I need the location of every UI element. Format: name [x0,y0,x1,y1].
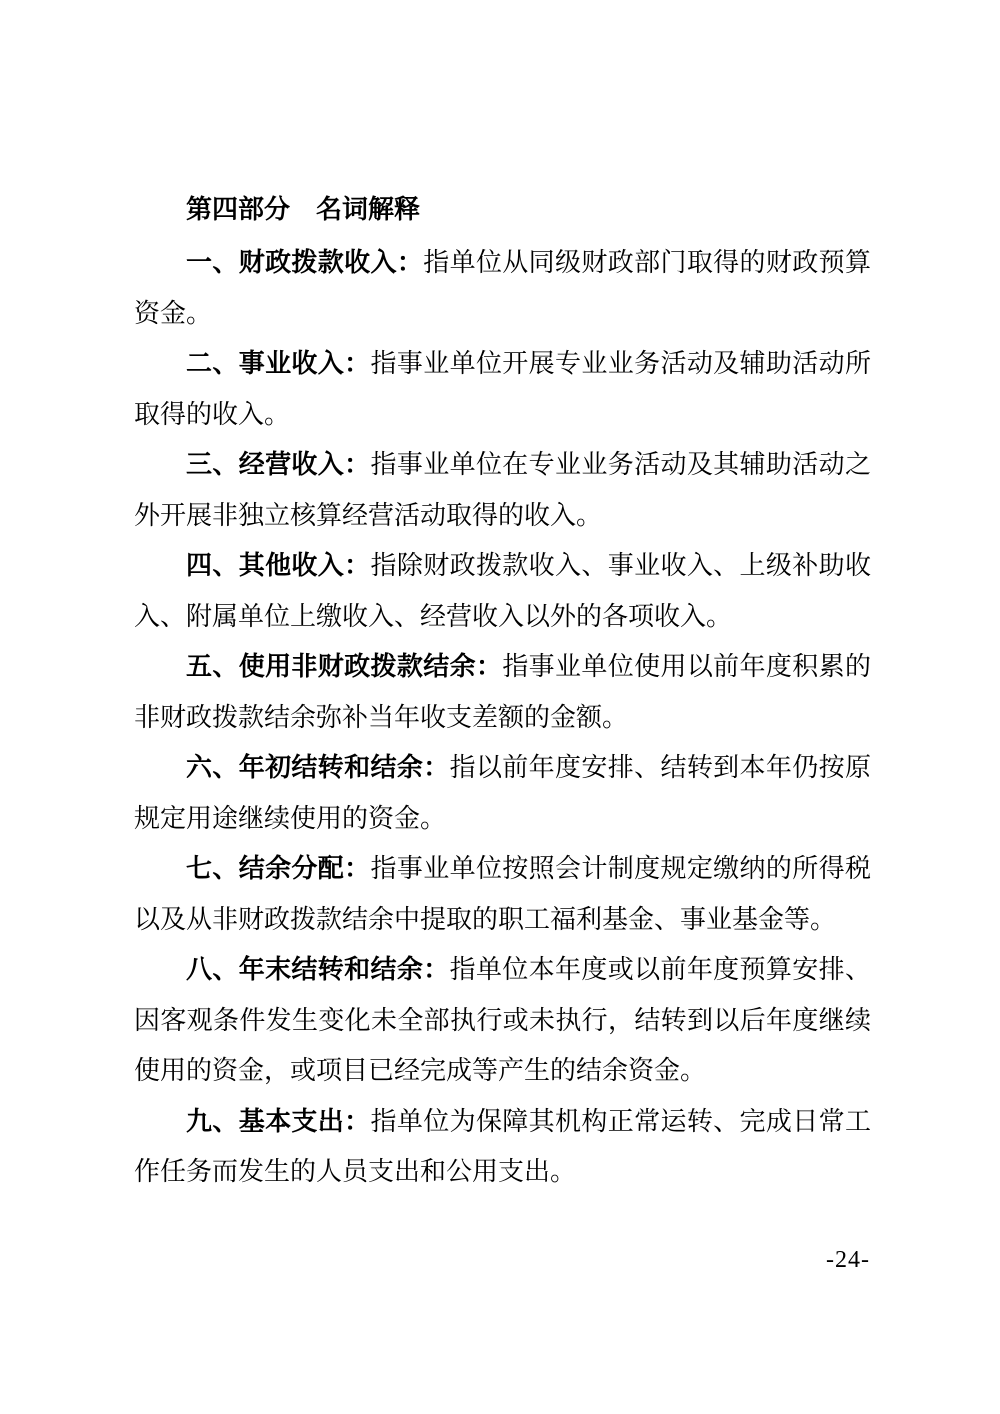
term-definition: 指单位为保障其机构正常运转、完成日常工作任务而发生的人员支出和公用支出。 [134,1106,871,1187]
term-label: 八、年末结转和结余： [186,955,450,985]
term-label: 四、其他收入： [186,551,371,581]
term-label: 七、结余分配： [186,854,371,884]
definition-paragraph [134,945,871,1097]
term-definition: 指单位从同级财政部门取得的财政预算资金。 [134,248,871,329]
term-definition: 指事业单位使用以前年度积累的非财政拨款结余弥补当年收支差额的金额。 [134,652,871,733]
term-definition: 指除财政拨款收入、事业收入、上级补助收入、附属单位上缴收入、经营收入以外的各项收入。 [134,551,871,632]
term-definition: 指事业单位开展专业业务活动及辅助活动所取得的收入。 [134,349,871,430]
term-definition: 指事业单位在专业业务活动及其辅助活动之外开展非独立核算经营活动取得的收入。 [134,450,871,531]
term-label: 九、基本支出： [186,1106,371,1137]
definition-paragraph [134,1097,871,1198]
term-label: 一、财政拨款收入： [186,248,424,278]
definition-paragraph [134,541,871,642]
term-label: 二、事业收入： [186,349,371,379]
term-label: 五、使用非财政拨款结余： [186,652,503,682]
page-content [134,185,871,1198]
term-definition: 指以前年度安排、结转到本年仍按原规定用途继续使用的资金。 [134,753,871,834]
definition-paragraph [134,844,871,945]
definition-paragraph [134,743,871,844]
definition-paragraph [134,238,871,339]
definition-paragraph [134,642,871,743]
term-definition: 指单位本年度或以前年度预算安排、因客观条件发生变化未全部执行或未执行，结转到以后年度继续使用的资金，或项目已经完成等产生的结余资金。 [134,955,871,1086]
term-definition: 指事业单位按照会计制度规定缴纳的所得税以及从非财政拨款结余中提取的职工福利基金、事业基金等。 [134,854,871,935]
definition-paragraph [134,339,871,440]
page-number: -24- [826,1247,870,1273]
term-label: 六、年初结转和结余： [186,753,450,783]
section-heading: 第四部分 名词解释 [186,195,421,225]
term-label: 三、经营收入： [186,450,371,480]
definition-paragraph [134,440,871,541]
